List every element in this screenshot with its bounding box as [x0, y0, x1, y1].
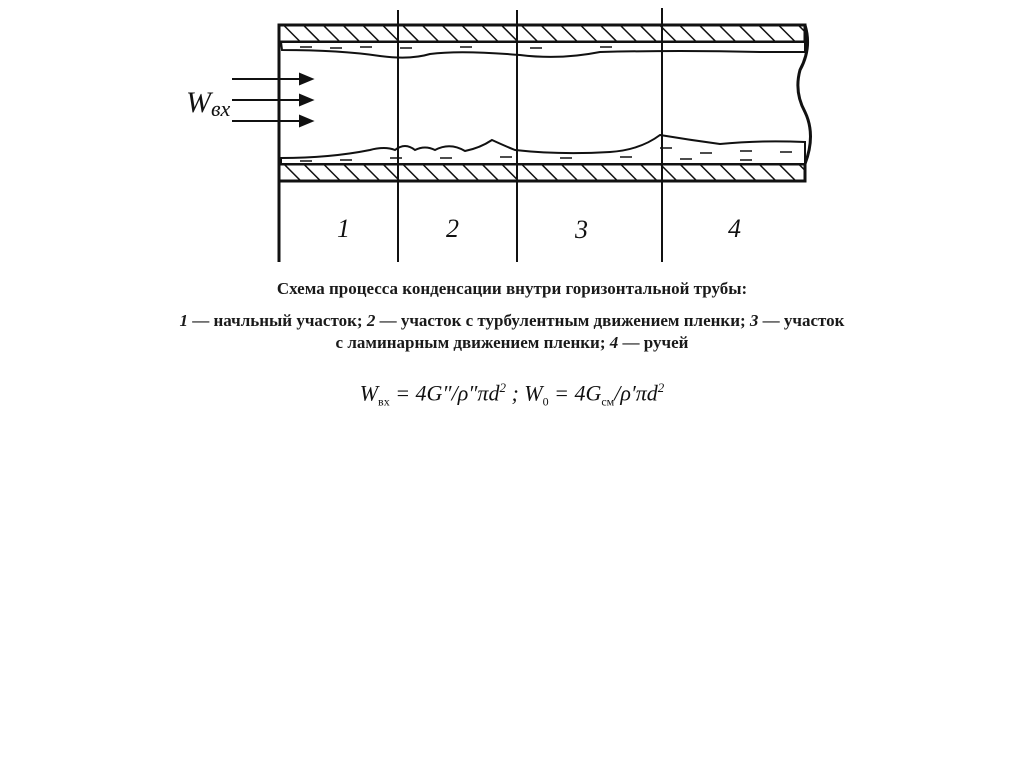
inlet-arrows: [232, 74, 312, 126]
section-number-4: 4: [728, 214, 741, 243]
figure-legend-line-2: с ламинарным движением пленки; 4 — ручей: [335, 333, 689, 352]
condensation-pipe-diagram: [0, 0, 1024, 270]
inlet-velocity-label: Wвх: [186, 86, 231, 121]
pipe-top-wall: [279, 25, 805, 42]
velocity-formulas: $W_{вх} = 4G''/\rho''\pi d^2$ ; $W_0 = 4G_{см}/\rho'\pi d^2$: [359, 380, 665, 409]
section-number-1: 1: [337, 214, 350, 243]
top-liquid-film: [281, 42, 805, 58]
section-number-2: 2: [446, 214, 459, 243]
pipe-bottom-wall: [279, 164, 805, 181]
bottom-liquid-film: [281, 135, 805, 164]
figure-legend-line-1: 1 — начльный участок; 2 — участок с турбулентным движением пленки; 3 — участок: [179, 311, 845, 330]
section-number-3: 3: [575, 215, 588, 244]
figure-title: Схема процесса конденсации внутри горизонтальной трубы:: [276, 279, 748, 298]
